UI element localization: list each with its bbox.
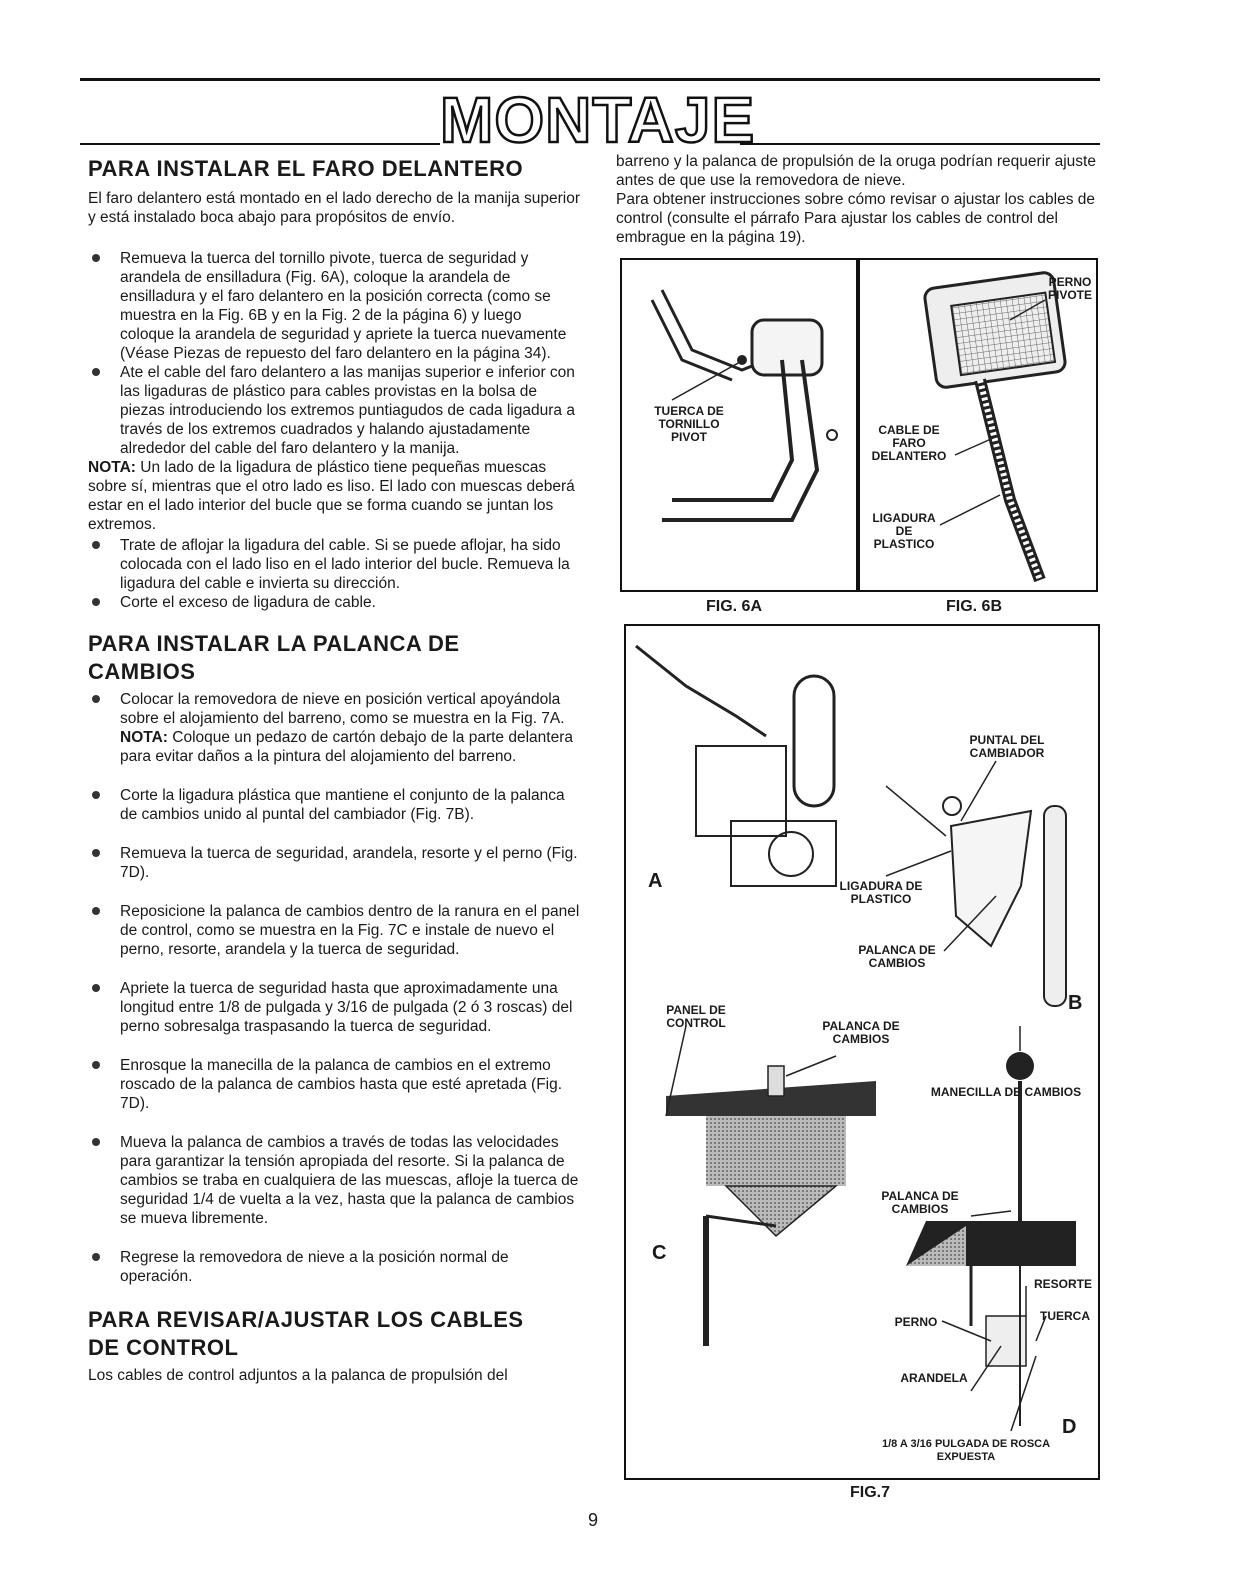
perno-label: PERNO [894,1315,938,1329]
faro-steps-2 [88,536,580,612]
page-title: MONTAJE [440,84,756,156]
palanca-b-label: PALANCA DE CAMBIOS [858,943,936,970]
list-item: Reposicione la palanca de cambios dentro de la ranura en el panel de control, como se muestra en la Fig. 7C e instale de nuevo el perno, resorte, arandela y la tuerca de seguridad. [88,902,580,959]
fig-7-caption: FIG.7 [850,1484,891,1501]
list-item: Regrese la removedora de nieve a la posición normal de operación. [88,1248,580,1286]
label-c: C [652,1242,667,1264]
faro-steps [88,249,580,458]
arandela-label: ARANDELA [900,1371,968,1385]
figure-6a [620,258,858,592]
section-heading-faro: PARA INSTALAR EL FARO DELANTERO [88,156,524,181]
cables-text: Los cables de control adjuntos a la palanca de propulsión del [88,1367,508,1384]
figure-7 [624,624,1100,1480]
section-heading-palanca: PARA INSTALAR LA PALANCA DE CAMBIOS [88,631,460,684]
page-number: 9 [588,1510,599,1530]
list-item: Mueva la palanca de cambios a través de todas las velocidades para garantizar la tensión apropiada del resorte. Si la palanca de cambios se traba en cualquiera de las muescas, afloje la tuerca de seguridad 1/4 de vuelta a la vez, hasta que la palanca de cambios se mueva libremente. [88,1133,580,1228]
list-item: Corte la ligadura plástica que mantiene el conjunto de la palanca de cambios unido al puntal del cambiador (Fig. 7B). [88,786,580,824]
palanca-c-label: PALANCA DE CAMBIOS [822,1019,900,1046]
list-item: Trate de aflojar la ligadura del cable. Si se puede aflojar, ha sido colocada con el lado liso en el lado interior del bucle. Remueva la ligadura del cable e invierta su dirección. [88,536,580,593]
palanca-steps [88,690,580,1286]
label-a: A [648,870,663,892]
nota-label: NOTA: [88,459,136,476]
ligadura-label: LIGADURA DE PLASTICO [872,511,936,551]
manecilla-label: MANECILLA DE CAMBIOS [930,1085,1082,1099]
cables-continued: barreno y la palanca de propulsión de la oruga podrían requerir ajuste antes de que use la removedora de nieve. [616,153,1096,189]
figure-6b [858,258,1098,592]
right-column-text [616,152,1106,247]
tuerca-label: TUERCA [1040,1309,1090,1323]
fig-6a-caption: FIG. 6A [706,598,763,615]
label-d: D [1062,1416,1077,1438]
faro-intro: El faro delantero está montado en el lado derecho de la manija superior y está instalado boca abajo para propósitos de envío. [88,190,581,226]
list-item [88,690,580,766]
cable-faro-label: CABLE DE FARO DELANTERO [871,423,947,463]
list-item: Remueva la tuerca del tornillo pivote, tuerca de seguridad y arandela de ensilladura (Fig. 6A), coloque la arandela de ensilladura y el faro delantero en la posición correcta (como se muestra en la Fig. 6B y en la Fig. 2 de la página 6) y luego coloque la arandela de seguridad y apriete la tuerca nuevamente (Véase Piezas de repuesto del faro delantero en la página 34). [88,249,580,363]
nota-paragraph [88,458,580,534]
nota-text: Un lado de la ligadura de plástico tiene pequeñas muescas sobre sí, mientras que el otro lado es liso. El lado con muescas deberá estar en el lado interior del bucle que se forma cuando se juntan los extremos. [88,459,575,533]
step-text: Colocar la removedora de nieve en posición vertical apoyándola sobre el alojamiento del barreno, como se muestra en la Fig. 7A. [120,691,565,727]
perno-pivote-label: PERNO PIVOTE [1047,275,1092,302]
cables-instructions: Para obtener instrucciones sobre cómo revisar o ajustar los cables de control (consulte el párrafo Para ajustar los cables de control del embrague en la página 19). [616,191,1096,246]
section-heading-cables: PARA REVISAR/AJUSTAR LOS CABLES DE CONTROL [88,1307,524,1360]
rosca-label: 1/8 A 3/16 PULGADA DE ROSCA EXPUESTA [881,1438,1051,1463]
left-column [88,155,580,1385]
list-item: Enrosque la manecilla de la palanca de cambios en el extremo roscado de la palanca de cambios hasta que esté apretada (Fig. 7D). [88,1056,580,1113]
list-item: Corte el exceso de ligadura de cable. [88,593,580,612]
fig-6b-caption: FIG. 6B [946,598,1003,615]
step-text: Coloque un pedazo de cartón debajo de la parte delantera para evitar daños a la pintura del alojamiento del barreno. [120,729,573,765]
header-top-rule [80,78,1100,81]
label-b: B [1068,992,1083,1014]
nota-label: NOTA: [120,729,168,746]
ligadura-label: LIGADURA DE PLASTICO [839,879,923,906]
list-item: Apriete la tuerca de seguridad hasta que aproximadamente una longitud entre 1/8 de pulgada y 3/16 de pulgada (2 ó 3 roscas) del perno sobresalga traspasando la tuerca de seguridad. [88,979,580,1036]
resorte-label: RESORTE [1033,1277,1092,1291]
tuerca-label: TUERCA DE TORNILLO PIVOT [654,404,724,444]
panel-label: PANEL DE CONTROL [666,1003,726,1030]
list-item: Remueva la tuerca de seguridad, arandela, resorte y el perno (Fig. 7D). [88,844,580,882]
puntal-label: PUNTAL DEL CAMBIADOR [969,733,1045,760]
list-item: Ate el cable del faro delantero a las manijas superior e inferior con las ligaduras de plástico para cables provistas en la bolsa de piezas introduciendo los extremos puntiagudos de cada ligadura a través de los extremos cuadrados y halando ajustadamente alrededor del cable del faro delantero y la manija. [88,363,580,458]
palanca-d-label: PALANCA DE CAMBIOS [881,1189,959,1216]
